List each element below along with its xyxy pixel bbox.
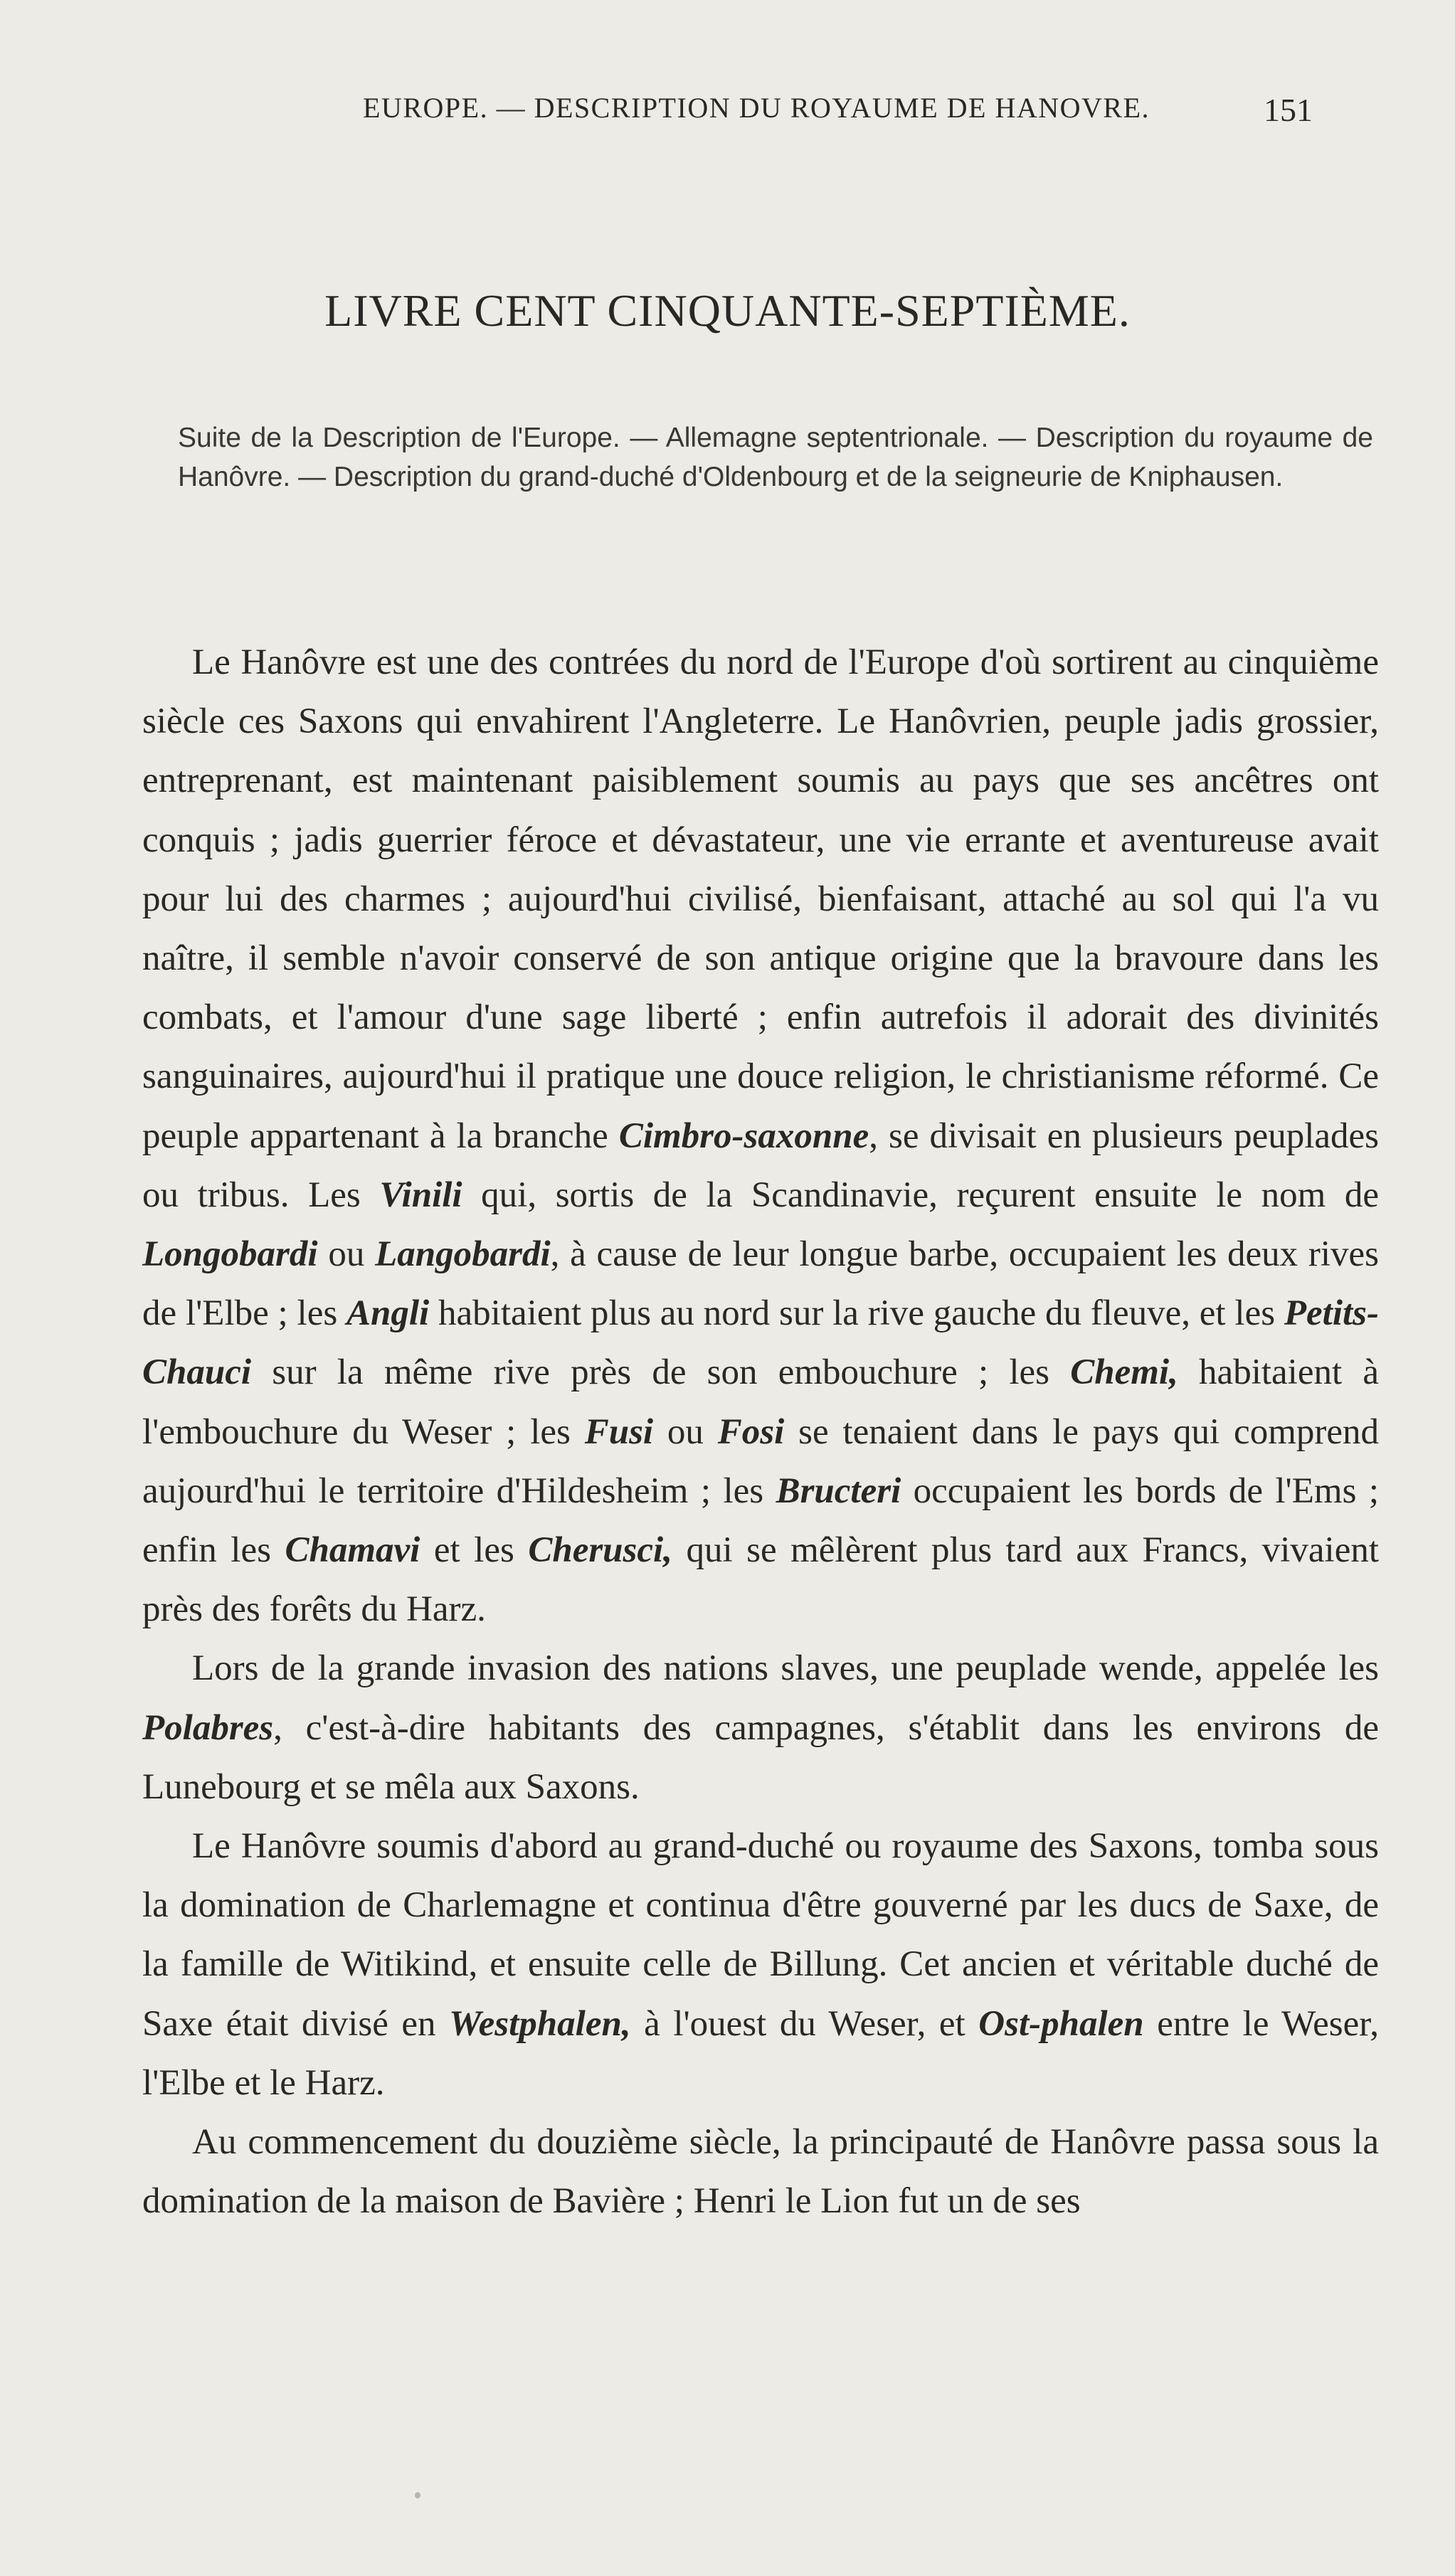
- text-run: , se divisait en plusieurs peuplades ou tribus. Les: [142, 1115, 1379, 1215]
- italic-term: Vinili: [379, 1175, 462, 1215]
- running-header: [213, 91, 1313, 141]
- text-run: Lors de la grande invasion des nations slaves, une peuplade wende, appelée les: [192, 1648, 1379, 1689]
- text-run: sur la même rive près de son embouchure ; les: [251, 1352, 1071, 1393]
- text-run: entre le Weser, l'Elbe et le Harz.: [142, 2003, 1379, 2103]
- italic-term: Westphalen,: [449, 2003, 631, 2044]
- paragraph-2: [142, 1639, 1379, 1817]
- italic-term: Chemi,: [1070, 1352, 1178, 1393]
- page-number: 151: [1264, 92, 1313, 128]
- italic-term: Fosi: [717, 1411, 785, 1452]
- text-run: ou: [317, 1234, 376, 1275]
- chapter-summary: Suite de la Description de l'Europe. — Allemagne septentrionale. — Description du royaume de Hanôvre. — Description du grand-duché d'Oldenbourg et de la seigneurie de Kniphausen.: [178, 423, 1373, 492]
- text-run: qui se mêlèrent plus tard aux Francs, vivaient près des forêts du Harz.: [142, 1530, 1379, 1630]
- text-run: habitaient plus au nord sur la rive gauche du fleuve, et les: [429, 1293, 1284, 1334]
- italic-term: Bructeri: [776, 1470, 901, 1511]
- paragraph-4: [142, 2113, 1379, 2231]
- italic-term: Cimbro-saxonne: [618, 1115, 869, 1156]
- paper-speck: [415, 2492, 420, 2498]
- text-run: occupaient les bords de l'Ems ; enfin les: [142, 1470, 1380, 1571]
- text-run: et les: [420, 1530, 529, 1571]
- text-run: se tenaient dans le pays qui comprend aujourd'hui le territoire d'Hildesheim ; les: [142, 1411, 1379, 1511]
- text-run: habitaient à l'embouchure du Weser ; les: [142, 1352, 1379, 1452]
- paragraph-1: [142, 633, 1379, 1639]
- italic-term: Polabres: [142, 1707, 274, 1748]
- text-run: , c'est-à-dire habitants des campagnes, s'établit dans les environs de Lunebourg et se mêla aux Saxons.: [142, 1707, 1379, 1807]
- text-run: qui, sortis de la Scandinavie, reçurent ensuite le nom de: [462, 1175, 1379, 1215]
- italic-term: Fusi: [584, 1411, 654, 1452]
- italic-term: Chamavi: [285, 1530, 420, 1571]
- italic-term: Cherusci,: [528, 1530, 672, 1571]
- italic-term: Angli: [346, 1293, 430, 1334]
- text-run: Le Hanôvre soumis d'abord au grand-duché ou royaume des Saxons, tomba sous la domination de Charlemagne et continua d'être gouverné par les ducs de Saxe, de la famille de Witikind, et ensuite celle de Billung. Cet ancien et véritable duché de Saxe était divisé en: [142, 1826, 1379, 2044]
- running-title: EUROPE. — DESCRIPTION DU ROYAUME DE HANOVRE.: [363, 92, 1150, 124]
- text-run: ou: [653, 1411, 718, 1452]
- italic-term: Ost-phalen: [978, 2003, 1144, 2044]
- italic-term: Petits-Chauci: [142, 1293, 1379, 1393]
- text-run: Au commencement du douzième siècle, la principauté de Hanôvre passa sous la domination de la maison de Bavière ; Henri le Lion fut un de ses: [142, 2122, 1379, 2222]
- text-run: , à cause de leur longue barbe, occupaient les deux rives de l'Elbe ; les: [142, 1234, 1379, 1334]
- body-text: [142, 633, 1379, 2231]
- text-run: Le Hanôvre est une des contrées du nord de l'Europe d'où sortirent au cinquième siècle ces Saxons qui envahirent l'Angleterre. Le Hanôvrien, peuple jadis grossier, entreprenant, est maintenant paisiblement soumis au pays que ses ancêtres ont conquis ; jadis guerrier féroce et dévastateur, une vie errante et aventureuse avait pour lui des charmes ; aujourd'hui civilisé, bienfaisant, attaché au sol qui l'a vu naître, il semble n'avoir conservé de son antique origine que la bravoure dans les combats, et l'amour d'une sage liberté ; enfin autrefois il adorait des divinités sanguinaires, aujourd'hui il pratique une douce religion, le christianisme réformé. Ce peuple appartenant à la branche: [142, 642, 1379, 1156]
- text-run: à l'ouest du Weser, et: [630, 2003, 979, 2044]
- paragraph-3: [142, 1817, 1379, 2113]
- chapter-title: LIVRE CENT CINQUANTE-SEPTIÈME.: [324, 285, 1131, 336]
- italic-term: Longobardi: [142, 1234, 318, 1275]
- italic-term: Langobardi: [375, 1234, 551, 1275]
